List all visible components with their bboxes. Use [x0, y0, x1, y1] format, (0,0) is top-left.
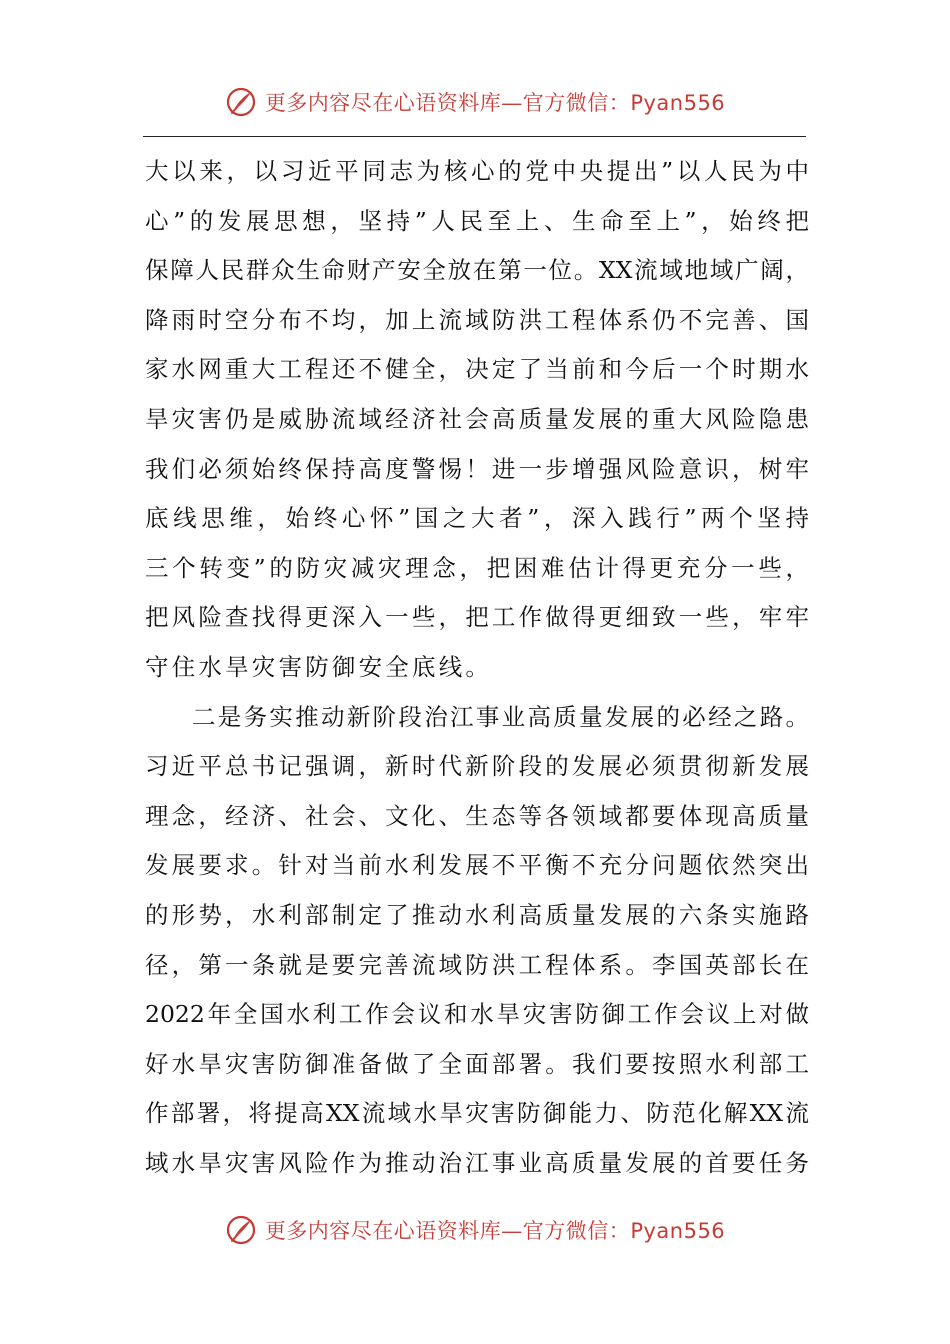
banner-wechat-id: Pyan556: [630, 1219, 726, 1243]
text-line: 2022年全国水利工作会议和水旱灾害防御工作会议上对做: [145, 1000, 809, 1029]
text-line: 好水旱灾害防御准备做了全面部署。我们要按照水利部工: [145, 1049, 809, 1078]
text-line: 域水旱灾害风险作为推动治江事业高质量发展的首要任务: [145, 1148, 809, 1177]
text-line: 降雨时空分布不均，加上流域防洪工程体系仍不完善、国: [145, 305, 809, 334]
text-line: 作部署，将提高XX流域水旱灾害防御能力、防范化解XX流: [145, 1099, 809, 1128]
banner-text: [265, 87, 725, 117]
paragraph-heading-line: 二是务实推动新阶段治江事业高质量发展的必经之路。: [192, 702, 809, 731]
text-line: 大以来，以习近平同志为核心的党中央提出”以人民为中: [145, 157, 809, 185]
text-line: 发展要求。针对当前水利发展不平衡不充分问题依然突出: [145, 851, 809, 880]
text-line: 三个转变”的防灾减灾理念，把困难估计得更充分一些，: [145, 553, 809, 582]
footer-banner: [0, 1210, 950, 1250]
banner-wechat-id: Pyan556: [630, 91, 726, 115]
document-body: [145, 147, 809, 1188]
text-line: 家水网重大工程还不健全，决定了当前和今后一个时期水: [145, 355, 809, 384]
banner-title: 更多内容尽在心语资料库—官方微信：: [264, 1219, 631, 1243]
quill-logo-icon: [225, 1214, 257, 1246]
header-banner: [0, 82, 950, 122]
banner-title: 更多内容尽在心语资料库—官方微信：: [264, 91, 631, 115]
paragraph-end-line: 守住水旱灾害防御安全底线。: [145, 652, 493, 681]
header-divider: [143, 136, 806, 137]
text-line: 我们必须始终保持高度警惕！进一步增强风险意识，树牢: [145, 454, 809, 483]
text-line: 习近平总书记强调，新时代新阶段的发展必须贯彻新发展: [145, 752, 809, 781]
text-line: 径，第一条就是要完善流域防洪工程体系。李国英部长在: [145, 950, 809, 979]
text-line: 底线思维，始终心怀”国之大者”，深入践行”两个坚持: [145, 504, 809, 533]
quill-logo-icon: [225, 86, 257, 118]
text-line: 把风险查找得更深入一些，把工作做得更细致一些，牢牢: [145, 603, 809, 632]
text-line: 保障人民群众生命财产安全放在第一位。XX流域地域广阔，: [145, 256, 809, 285]
text-line: 心”的发展思想，坚持”人民至上、生命至上”，始终把: [145, 206, 809, 235]
text-line: 的形势，水利部制定了推动水利高质量发展的六条实施路: [145, 900, 809, 929]
text-line: 理念，经济、社会、文化、生态等各领域都要体现高质量: [145, 801, 809, 830]
banner-text: [265, 1215, 725, 1245]
text-line: 旱灾害仍是威胁流域经济社会高质量发展的重大风险隐患: [145, 404, 809, 433]
